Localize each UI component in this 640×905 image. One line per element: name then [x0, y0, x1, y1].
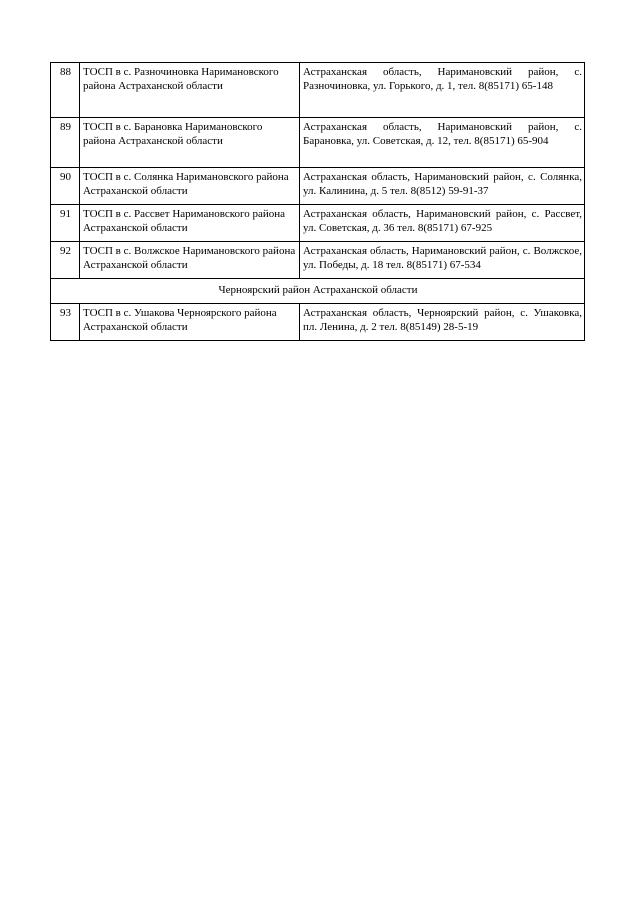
row-number: 89	[51, 118, 80, 168]
section-heading: Черноярский район Астраханской области	[51, 279, 585, 304]
table-row	[51, 242, 585, 279]
office-registry-table	[50, 62, 585, 341]
office-name: ТОСП в с. Волжское Наримановского района Астраханской области	[80, 242, 300, 279]
table-row	[51, 168, 585, 205]
table-row	[51, 304, 585, 341]
office-name: ТОСП в с. Солянка Наримановского района Астраханской области	[80, 168, 300, 205]
row-number: 93	[51, 304, 80, 341]
office-address: Астраханская область, Наримановский район, с. Волжское, ул. Победы, д. 18 тел. 8(85171) 67-534	[300, 242, 585, 279]
row-number: 91	[51, 205, 80, 242]
office-name: ТОСП в с. Барановка Наримановского района Астраханской области	[80, 118, 300, 168]
table-row	[51, 63, 585, 118]
office-address: Астраханская область, Наримановский район, с. Солянка, ул. Калинина, д. 5 тел. 8(8512) 59-91-37	[300, 168, 585, 205]
row-number: 90	[51, 168, 80, 205]
row-number: 92	[51, 242, 80, 279]
office-address: Астраханская область, Наримановский район, с. Рассвет, ул. Советская, д. 36 тел. 8(85171) 67-925	[300, 205, 585, 242]
table-row	[51, 118, 585, 168]
office-name: ТОСП в с. Рассвет Наримановского района Астраханской области	[80, 205, 300, 242]
office-address: Астраханская область, Черноярский район, с. Ушаковка, пл. Ленина, д. 2 тел. 8(85149) 28-5-19	[300, 304, 585, 341]
section-heading-row	[51, 279, 585, 304]
office-address: Астраханская область, Наримановский район, с. Разночиновка, ул. Горького, д. 1, тел. 8(85171) 65-148	[300, 63, 585, 118]
office-name: ТОСП в с. Ушакова Черноярского района Астраханской области	[80, 304, 300, 341]
office-address: Астраханская область, Наримановский район, с. Барановка, ул. Советская, д. 12, тел. 8(85171) 65-904	[300, 118, 585, 168]
row-number: 88	[51, 63, 80, 118]
office-name: ТОСП в с. Разночиновка Наримановского района Астраханской области	[80, 63, 300, 118]
table-row	[51, 205, 585, 242]
